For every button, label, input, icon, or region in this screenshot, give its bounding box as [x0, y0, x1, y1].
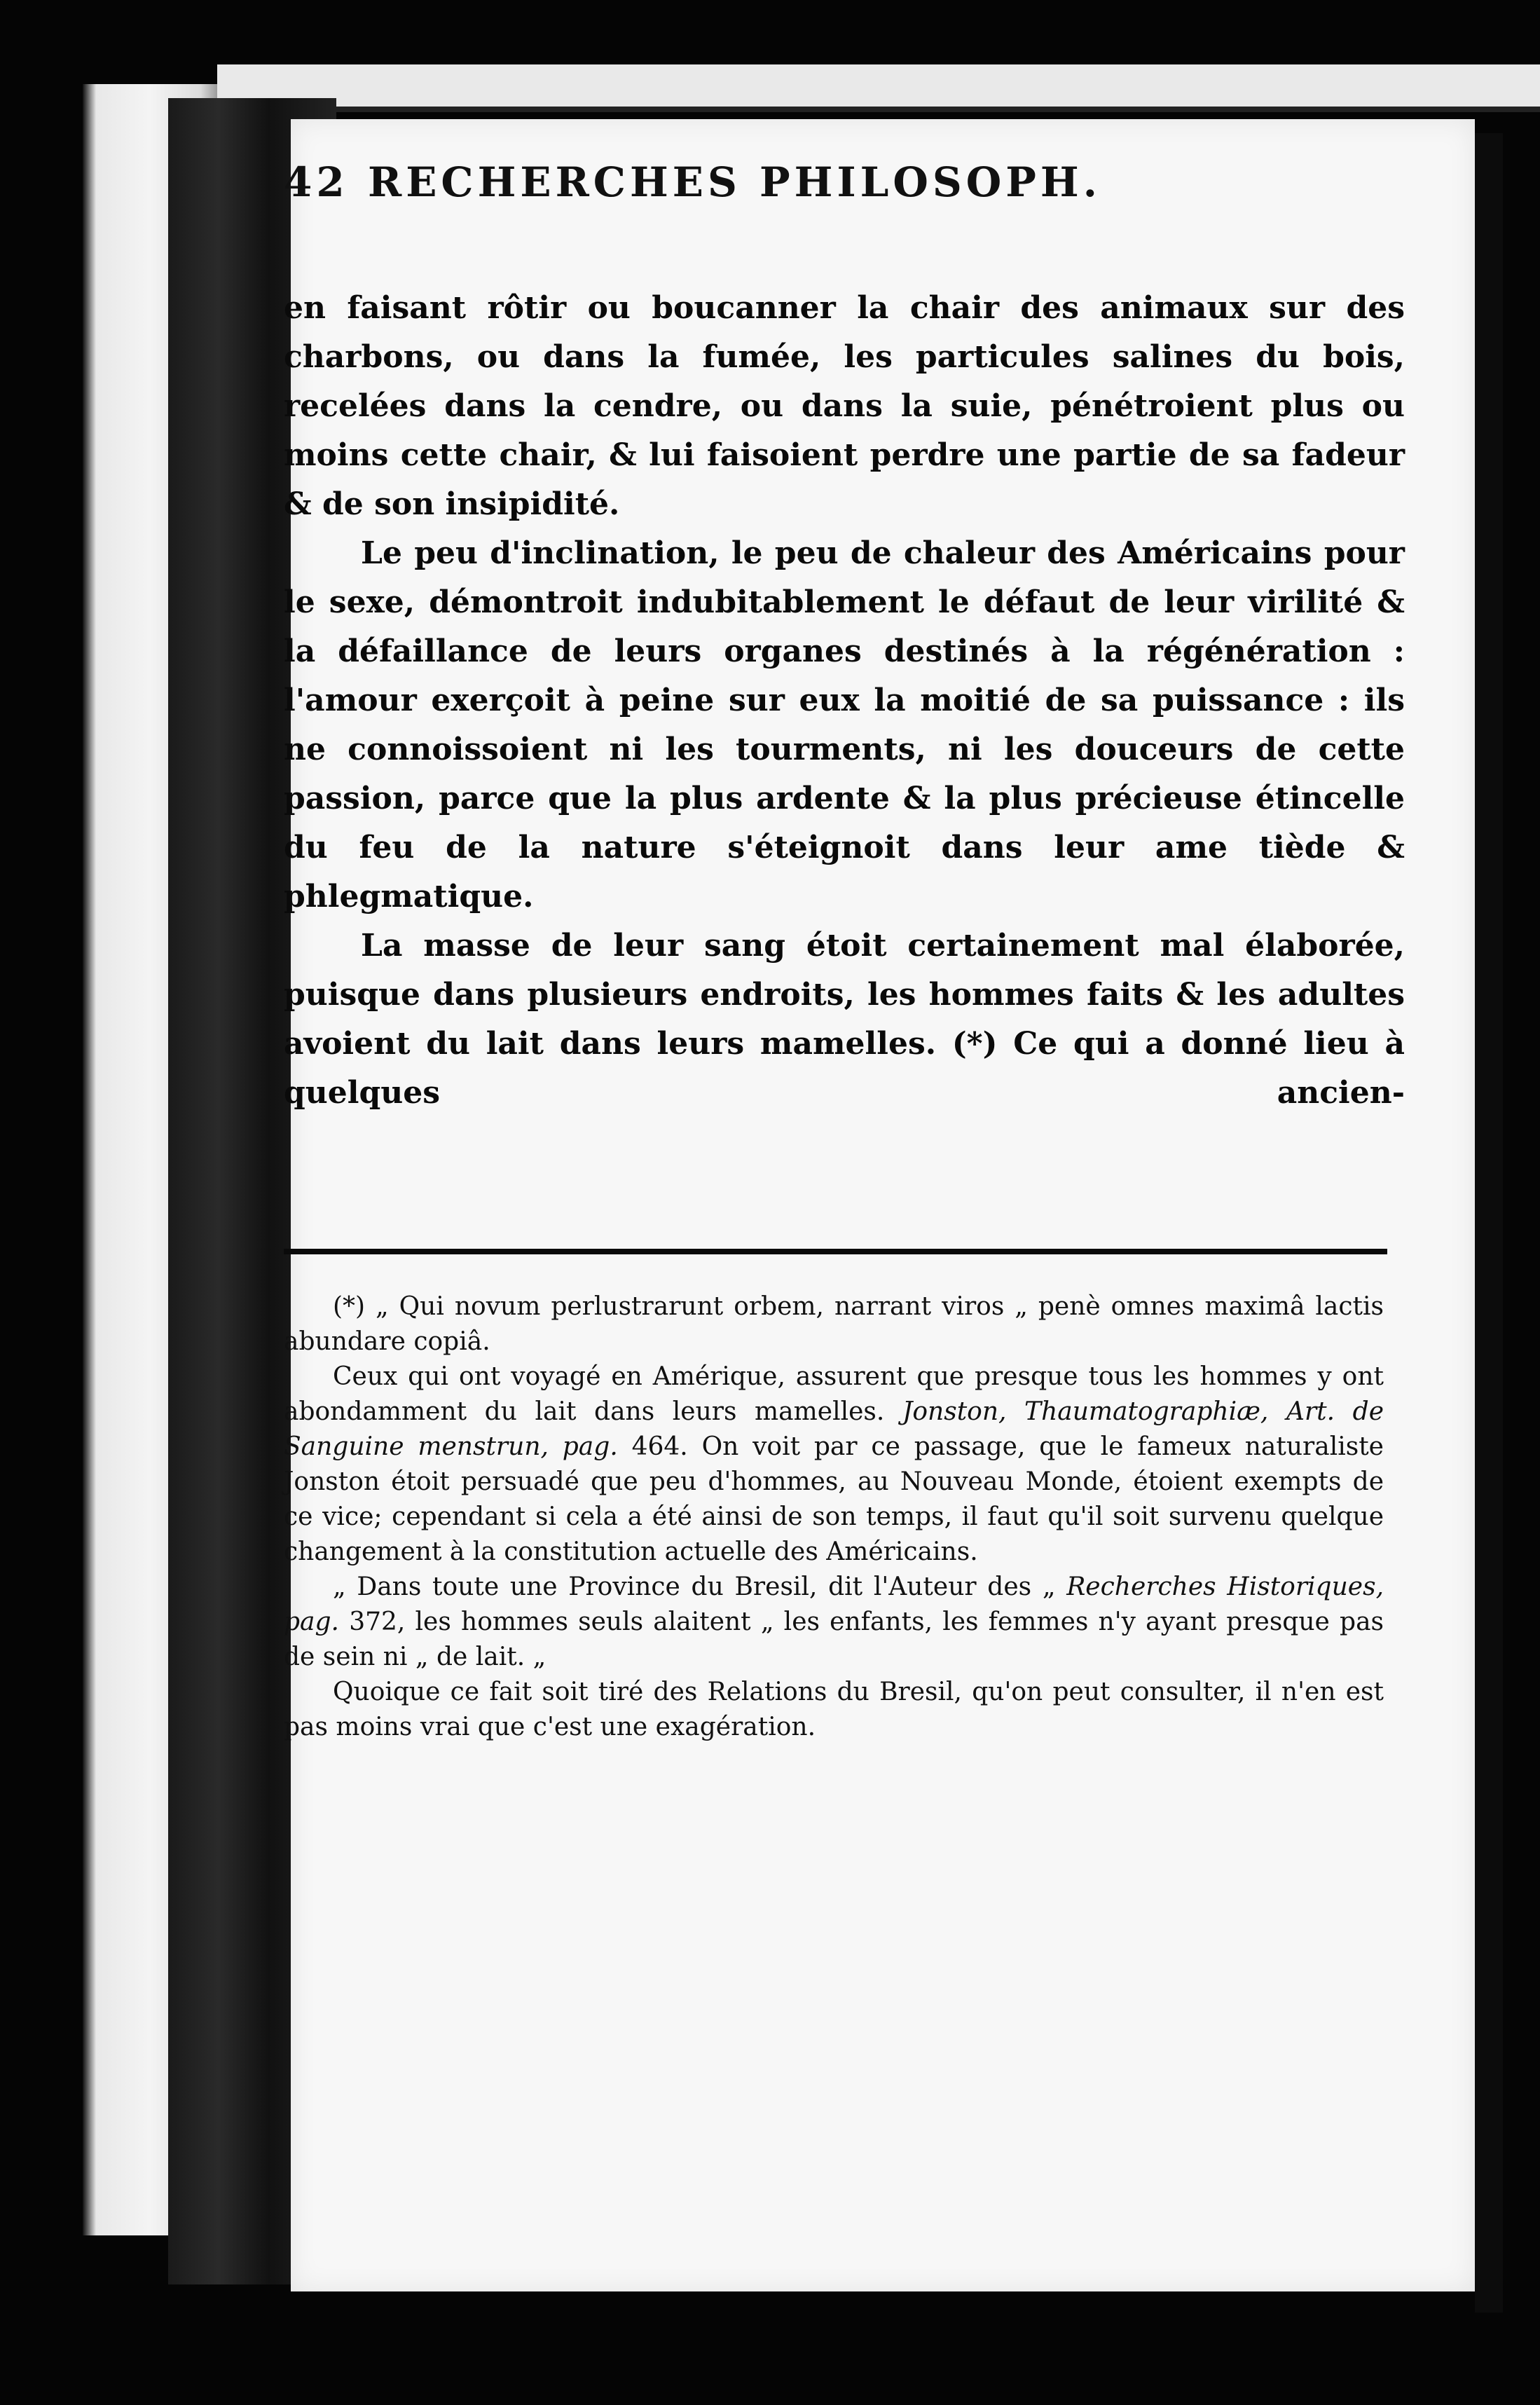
footnote-2-text-a: Ceux qui ont voyagé en Amérique, assurent que presque tous les hommes y ont abondamment du lait dans leurs mamelles.	[284, 1362, 1384, 1426]
footnote-3	[284, 1570, 1384, 1675]
paragraph-1: en faisant rôtir ou boucanner la chair des animaux sur des charbons, ou dans la fumée, les particules salines du bois, recelées dans la cendre, ou dans la suie, pénétroient plus ou moins cette chair, & lui faisoient perdre une partie de sa fadeur & de son insipidité.	[284, 290, 1405, 522]
footnote-rule	[284, 1249, 1387, 1254]
footnote-3-text-b: 372, les hommes seuls alaitent „ les enfants, les femmes n'y ayant presque pas de sein ni „ de lait. „	[284, 1608, 1384, 1671]
page-number: 42	[284, 158, 349, 206]
main-text	[284, 284, 1405, 1118]
footnote-2-text-b: 464. On voit par ce passage, que le fameux naturaliste Jonston étoit persuadé que peu d'hommes, au Nouveau Monde, étoient exempts de ce vice; cependant si cela a été ainsi de son temps, il faut qu'il soit survenu quelque changement à la constitution actuelle des Américains.	[284, 1432, 1384, 1566]
footnotes	[284, 1289, 1384, 1745]
paragraph-2: Le peu d'inclination, le peu de chaleur des Américains pour le sexe, démontroit indubitablement le défaut de leur virilité & la défaillance de leurs organes destinés à la régénération : l'amour exerçoit à peine sur eux la moitié de sa puissance : ils ne connoissoient ni les tourments, ni les douceurs de cette passion, parce que la plus ardente & la plus précieuse étincelle du feu de la nature s'éteignoit dans leur ame tiède & phlegmatique.	[284, 535, 1405, 914]
footnote-4: Quoique ce fait soit tiré des Relations du Bresil, qu'on peut consulter, il n'en est pas moins vrai que c'est une exagération.	[284, 1678, 1384, 1741]
footnote-3-text-a: „ Dans toute une Province du Bresil, dit l'Auteur des „	[333, 1572, 1056, 1601]
page-right-shadow	[1475, 133, 1503, 2312]
footnote-1: (*) „ Qui novum perlustrarunt orbem, narrant viros „ penè omnes maximâ lactis abundare copiâ.	[284, 1292, 1384, 1356]
running-head	[284, 140, 1349, 224]
footnote-2-citation: Jonston, Thaumatographiæ, Art. de Sanguine menstrun, pag.	[284, 1397, 1384, 1461]
footnote-3-citation: Recherches Historiques, pag.	[284, 1572, 1384, 1636]
paragraph-3: La masse de leur sang étoit certainement mal élaborée, puisque dans plusieurs endroits, les hommes faits & les adultes avoient du lait dans leurs mamelles. (*) Ce qui a donné lieu à quelques ancien-	[284, 928, 1405, 1111]
running-title: RECHERCHES PHILOSOPH.	[368, 158, 1101, 206]
footnote-2	[284, 1359, 1384, 1570]
book-top-edge	[217, 64, 1540, 112]
